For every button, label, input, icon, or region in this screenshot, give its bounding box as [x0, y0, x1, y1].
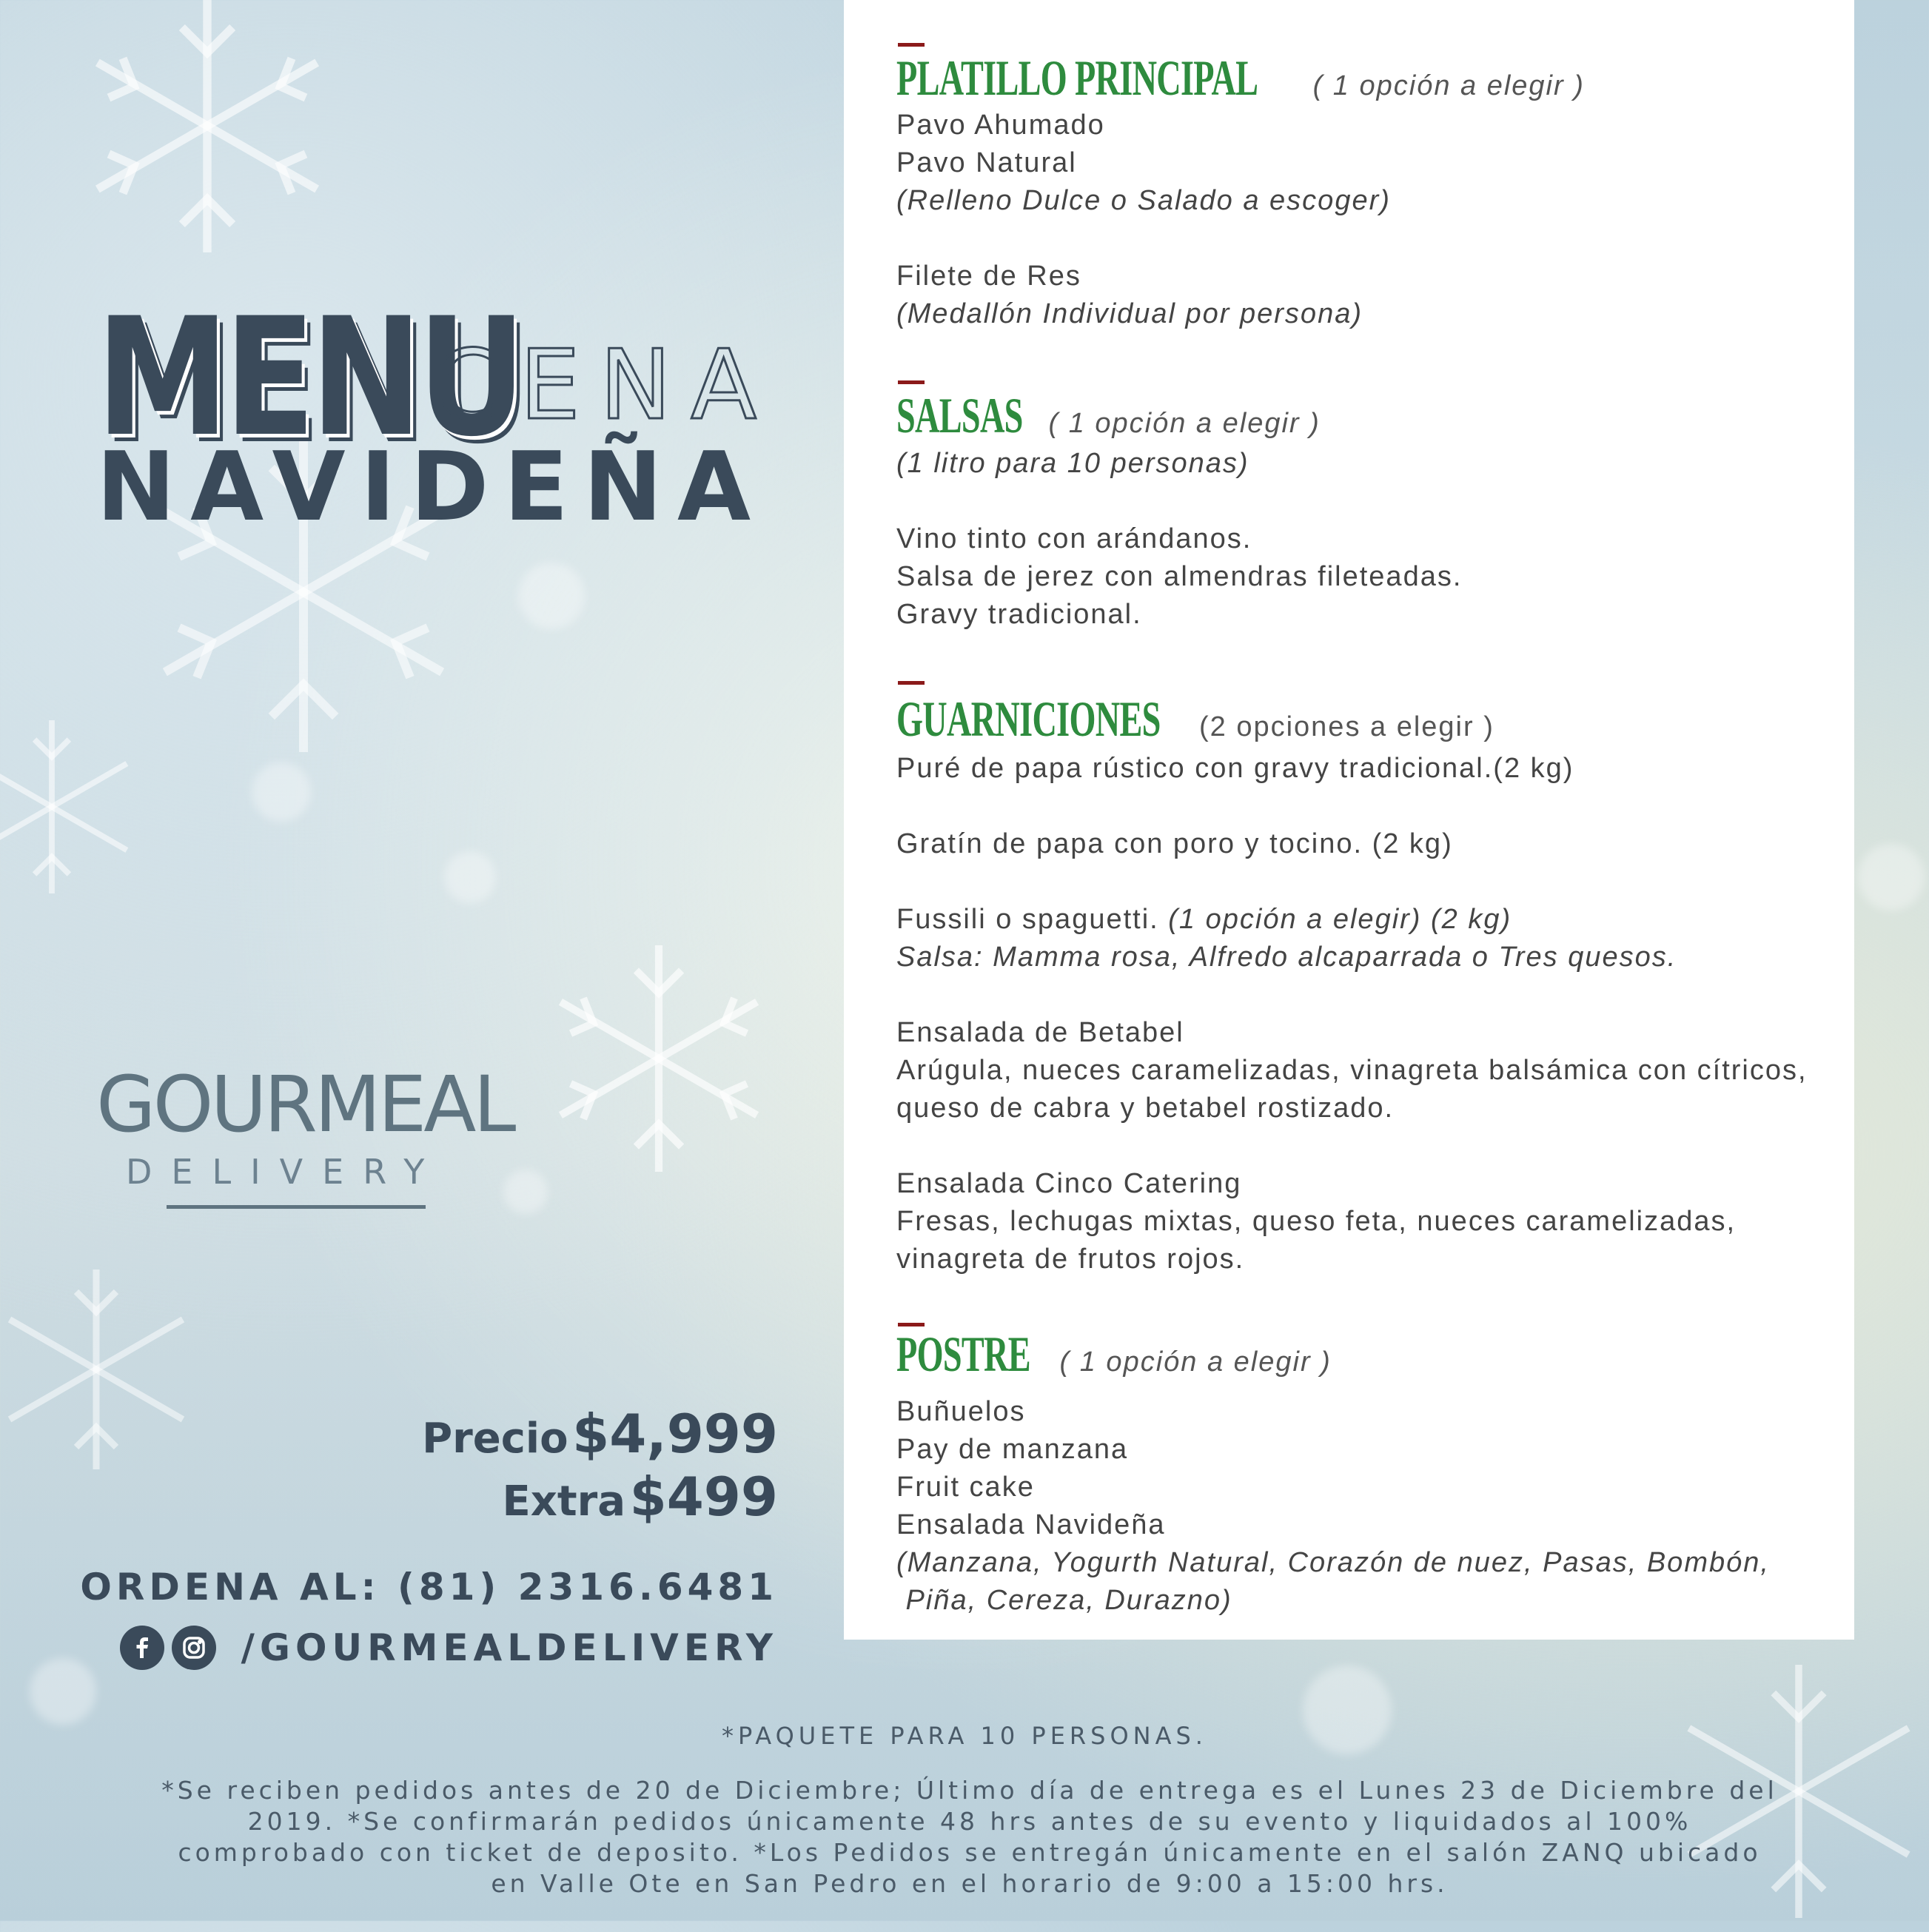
- snowflake-icon: [533, 933, 785, 1184]
- section-guarniciones: [896, 690, 1494, 748]
- section-heading: GUARNICIONES: [896, 691, 1161, 747]
- menu-item-desc: vinagreta de frutos rojos.: [896, 1244, 1245, 1275]
- principal-items: [896, 107, 1391, 333]
- menu-spacer: [896, 788, 1808, 825]
- section-salsas: [896, 386, 1321, 445]
- menu-item-note: (Relleno Dulce o Salado a escoger): [896, 185, 1391, 216]
- salsas-items: [896, 445, 1462, 634]
- menu-item-desc: Fresas, lechugas mixtas, queso feta, nueces caramelizadas,: [896, 1206, 1737, 1237]
- menu-item-desc: queso de cabra y betabel rostizado.: [896, 1093, 1395, 1124]
- menu-item-note: Salsa: Mamma rosa, Alfredo alcaparrada o Tres quesos.: [896, 942, 1677, 973]
- menu-item-note: Piña, Cereza, Durazno): [896, 1585, 1232, 1616]
- title-cena: CENA: [433, 329, 776, 441]
- bokeh-light: [444, 851, 496, 903]
- guarniciones-items: [896, 750, 1808, 1278]
- logo-gourmeal: GOURMEAL: [96, 1059, 514, 1150]
- section-heading: SALSAS: [896, 387, 1023, 443]
- snowflake-icon: [0, 711, 148, 903]
- section-heading: PLATILLO PRINCIPAL: [896, 50, 1258, 106]
- extra-amount: $499: [629, 1466, 778, 1528]
- menu-item: Pay de manzana: [896, 1434, 1129, 1465]
- section-heading: POSTRE: [896, 1326, 1030, 1382]
- title-menu: MENU: [96, 283, 521, 472]
- menu-item: Ensalada Cinco Catering: [896, 1168, 1242, 1199]
- instagram-icon[interactable]: [172, 1626, 216, 1670]
- menu-item: [896, 901, 1808, 939]
- extra-row: [502, 1466, 778, 1528]
- menu-item-note: (Medallón Individual por persona): [896, 298, 1363, 329]
- menu-item: Ensalada de Betabel: [896, 1017, 1184, 1048]
- snowflake-icon: [0, 1258, 207, 1480]
- menu-spacer: [896, 1127, 1808, 1165]
- section-marker: [898, 380, 925, 384]
- menu-item: Buñuelos: [896, 1396, 1026, 1427]
- bokeh-light: [518, 563, 585, 629]
- menu-item: Gratín de papa con poro y tocino. (2 kg): [896, 828, 1453, 859]
- menu-item-desc: Arúgula, nueces caramelizadas, vinagreta balsámica con cítricos,: [896, 1055, 1808, 1086]
- menu-item-note: (1 opción a elegir) (2 kg): [1168, 904, 1512, 935]
- menu-item: Filete de Res: [896, 261, 1081, 292]
- logo-delivery: DELIVERY: [126, 1152, 444, 1192]
- postre-items: [896, 1393, 1770, 1620]
- menu-item-text: Fussili o spaguetti.: [896, 904, 1159, 935]
- menu-item-note: (Manzana, Yogurth Natural, Corazón de nuez, Pasas, Bombón,: [896, 1547, 1770, 1578]
- bokeh-light: [30, 1658, 96, 1725]
- section-note: ( 1 opción a elegir ): [1048, 408, 1321, 439]
- menu-item: Puré de papa rústico con gravy tradicional.(2 kg): [896, 753, 1574, 784]
- menu-item-note: (1 litro para 10 personas): [896, 448, 1249, 479]
- menu-spacer: [896, 976, 1808, 1014]
- price-label: Precio: [422, 1415, 568, 1463]
- menu-spacer: [896, 220, 1391, 258]
- terms-note: *Se reciben pedidos antes de 20 de Diciembre; Último día de entrega es el Lunes 23 de Diciembre del 2019. *Se confirmarán pedidos únicamente 48 hrs antes de su evento y liquidados al 100% comprobado con ticket de deposito. *Los Pedidos se entregán únicamente en el salón ZANQ ubicado en Valle Ote en San Pedro en el horario de 9:00 a 15:00 hrs.: [161, 1776, 1778, 1898]
- bokeh-light: [1858, 844, 1925, 910]
- facebook-icon[interactable]: [120, 1626, 164, 1670]
- menu-item: Gravy tradicional.: [896, 599, 1142, 630]
- section-note: ( 1 opción a elegir ): [1312, 70, 1585, 101]
- menu-item: Vino tinto con arándanos.: [896, 523, 1252, 554]
- package-note: *PAQUETE PARA 10 PERSONAS.: [722, 1722, 1207, 1750]
- snowflake-icon: [67, 0, 348, 266]
- menu-item: Fruit cake: [896, 1472, 1035, 1503]
- menu-item: Pavo Ahumado: [896, 110, 1105, 141]
- extra-label: Extra: [502, 1477, 626, 1526]
- order-phone: ORDENA AL: (81) 2316.6481: [80, 1566, 778, 1609]
- menu-item: Pavo Natural: [896, 147, 1077, 178]
- menu-spacer: [896, 483, 1462, 520]
- social-handle[interactable]: /GOURMEALDELIVERY: [241, 1626, 778, 1669]
- title-navidena: NAVIDEÑA: [96, 432, 766, 543]
- section-principal: [896, 49, 1585, 107]
- logo-underline: [167, 1205, 426, 1209]
- menu-item: Salsa de jerez con almendras fileteadas.: [896, 561, 1463, 592]
- bokeh-light: [252, 762, 311, 822]
- menu-item: Ensalada Navideña: [896, 1509, 1166, 1540]
- section-postre: [896, 1325, 1332, 1383]
- section-marker: [898, 43, 925, 47]
- section-marker: [898, 681, 925, 685]
- section-note: (2 opciones a elegir ): [1198, 711, 1494, 742]
- section-note: ( 1 opción a elegir ): [1059, 1346, 1332, 1378]
- price-amount: $4,999: [572, 1403, 778, 1465]
- menu-spacer: [896, 863, 1808, 901]
- social-handles: [120, 1618, 778, 1677]
- price-row: [422, 1403, 778, 1465]
